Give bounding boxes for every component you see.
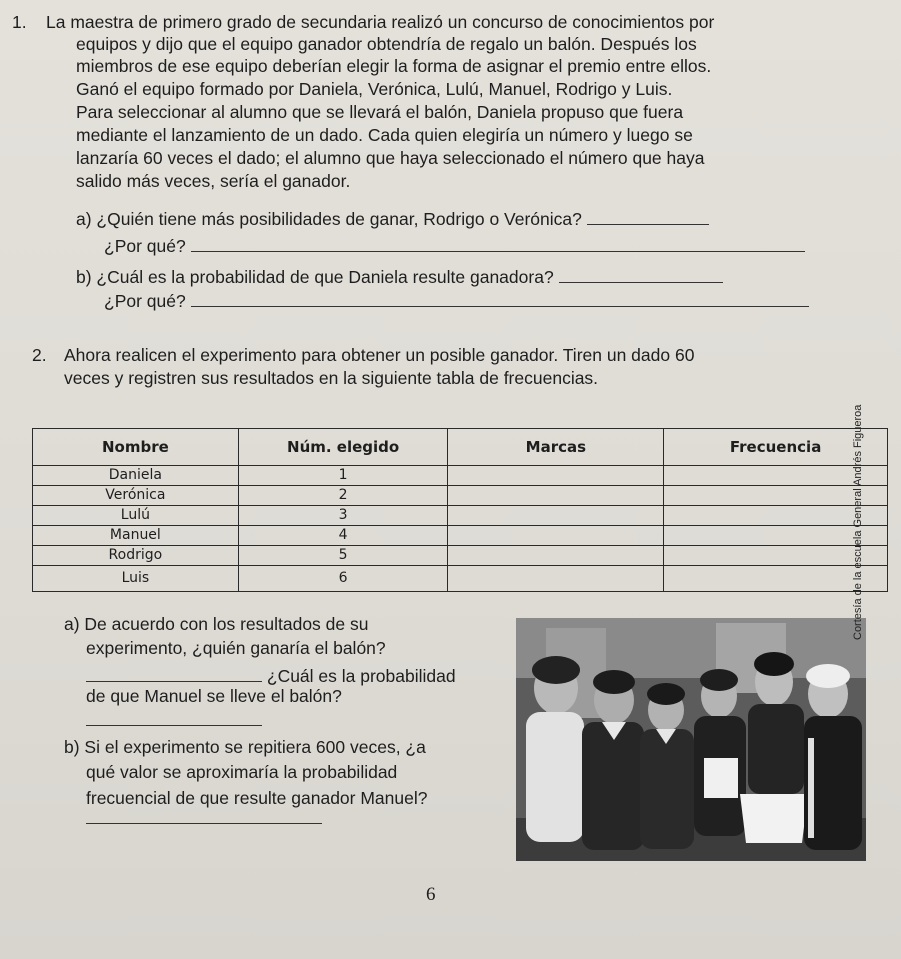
q1a-why-text: ¿Por qué? <box>104 236 186 256</box>
header-marcas: Marcas <box>448 429 664 466</box>
q1b-why-blank[interactable] <box>191 289 809 307</box>
question-1-number: 1. <box>12 12 27 32</box>
cell-number: 2 <box>238 486 448 506</box>
q2b-line-1: b) Si el experimento se repitiera 600 veces, ¿a <box>64 737 426 757</box>
q2-line-2: veces y registren sus resultados en la siguiente tabla de frecuencias. <box>64 368 599 388</box>
cell-name: Rodrigo <box>33 546 239 566</box>
q1a-question-text: a) ¿Quién tiene más posibilidades de ganar, Rodrigo o Verónica? <box>76 209 582 229</box>
q1b-answer-blank[interactable] <box>559 265 723 283</box>
q1a-question <box>76 207 709 231</box>
q1b-question <box>76 265 723 289</box>
header-frecuencia: Frecuencia <box>664 429 888 466</box>
table-row <box>33 506 888 526</box>
q2a-line-4: de que Manuel se lleve el balón? <box>86 686 342 706</box>
page-number: 6 <box>426 884 436 905</box>
cell-marcas[interactable] <box>448 526 664 546</box>
table-row <box>33 486 888 506</box>
question-2-number: 2. <box>32 345 47 365</box>
table-header-row <box>33 429 888 466</box>
q1-line-2: equipos y dijo que el equipo ganador obtendría de regalo un balón. Después los <box>76 34 697 54</box>
cell-marcas[interactable] <box>448 466 664 486</box>
cell-name: Luis <box>33 566 239 592</box>
q2a-line-3: ¿Cuál es la probabilidad <box>266 666 456 686</box>
cell-number: 5 <box>238 546 448 566</box>
cell-number: 1 <box>238 466 448 486</box>
frequency-table <box>32 428 888 592</box>
q2b-answer-blank[interactable] <box>86 806 322 824</box>
students-photo-illustration <box>516 618 866 861</box>
students-photo <box>516 618 866 861</box>
q1b-question-text: b) ¿Cuál es la probabilidad de que Daniela resulte ganadora? <box>76 267 554 287</box>
cell-name: Manuel <box>33 526 239 546</box>
q2a-line-3-wrap <box>86 664 456 688</box>
q2b-line-3: frecuencial de que resulte ganador Manuel? <box>86 788 428 808</box>
q2a-probability-blank[interactable] <box>86 708 262 726</box>
cell-number: 4 <box>238 526 448 546</box>
photo-credit: Cortesía de la escuela General Andrés Figueroa <box>852 404 864 640</box>
q1-line-6: mediante el lanzamiento de un dado. Cada quien elegiría un número y luego se <box>76 125 693 145</box>
header-num-elegido: Núm. elegido <box>238 429 448 466</box>
q1-line-4: Ganó el equipo formado por Daniela, Verónica, Lulú, Manuel, Rodrigo y Luis. <box>76 79 673 99</box>
table-row <box>33 526 888 546</box>
q2a-line-2: experimento, ¿quién ganaría el balón? <box>86 638 386 658</box>
cell-marcas[interactable] <box>448 506 664 526</box>
q1a-why-blank[interactable] <box>191 234 805 252</box>
table-row <box>33 466 888 486</box>
q2a-probability-wrap <box>86 708 262 732</box>
cell-marcas[interactable] <box>448 546 664 566</box>
table-row <box>33 546 888 566</box>
q1-line-8: salido más veces, sería el ganador. <box>76 171 351 191</box>
cell-number: 3 <box>238 506 448 526</box>
header-nombre: Nombre <box>33 429 239 466</box>
q2a-winner-blank[interactable] <box>86 664 262 682</box>
table-row <box>33 566 888 592</box>
q1b-why <box>104 289 809 313</box>
q1a-why <box>104 234 805 258</box>
cell-marcas[interactable] <box>448 566 664 592</box>
q1a-answer-blank[interactable] <box>587 207 709 225</box>
cell-number: 6 <box>238 566 448 592</box>
q1b-why-text: ¿Por qué? <box>104 291 186 311</box>
cell-name: Lulú <box>33 506 239 526</box>
q2b-answer-wrap <box>86 806 322 830</box>
q2-line-1: Ahora realicen el experimento para obtener un posible ganador. Tiren un dado 60 <box>64 345 695 365</box>
q1-line-1: La maestra de primero grado de secundaria realizó un concurso de conocimientos por <box>46 12 715 32</box>
cell-name: Daniela <box>33 466 239 486</box>
q1-line-3: miembros de ese equipo deberían elegir la forma de asignar el premio entre ellos. <box>76 56 712 76</box>
q2b-line-2: qué valor se aproximaría la probabilidad <box>86 762 398 782</box>
q1-line-7: lanzaría 60 veces el dado; el alumno que haya seleccionado el número que haya <box>76 148 705 168</box>
cell-marcas[interactable] <box>448 486 664 506</box>
q2a-line-1: a) De acuerdo con los resultados de su <box>64 614 369 634</box>
q1-line-5: Para seleccionar al alumno que se llevará el balón, Daniela propuso que fuera <box>76 102 684 122</box>
cell-name: Verónica <box>33 486 239 506</box>
